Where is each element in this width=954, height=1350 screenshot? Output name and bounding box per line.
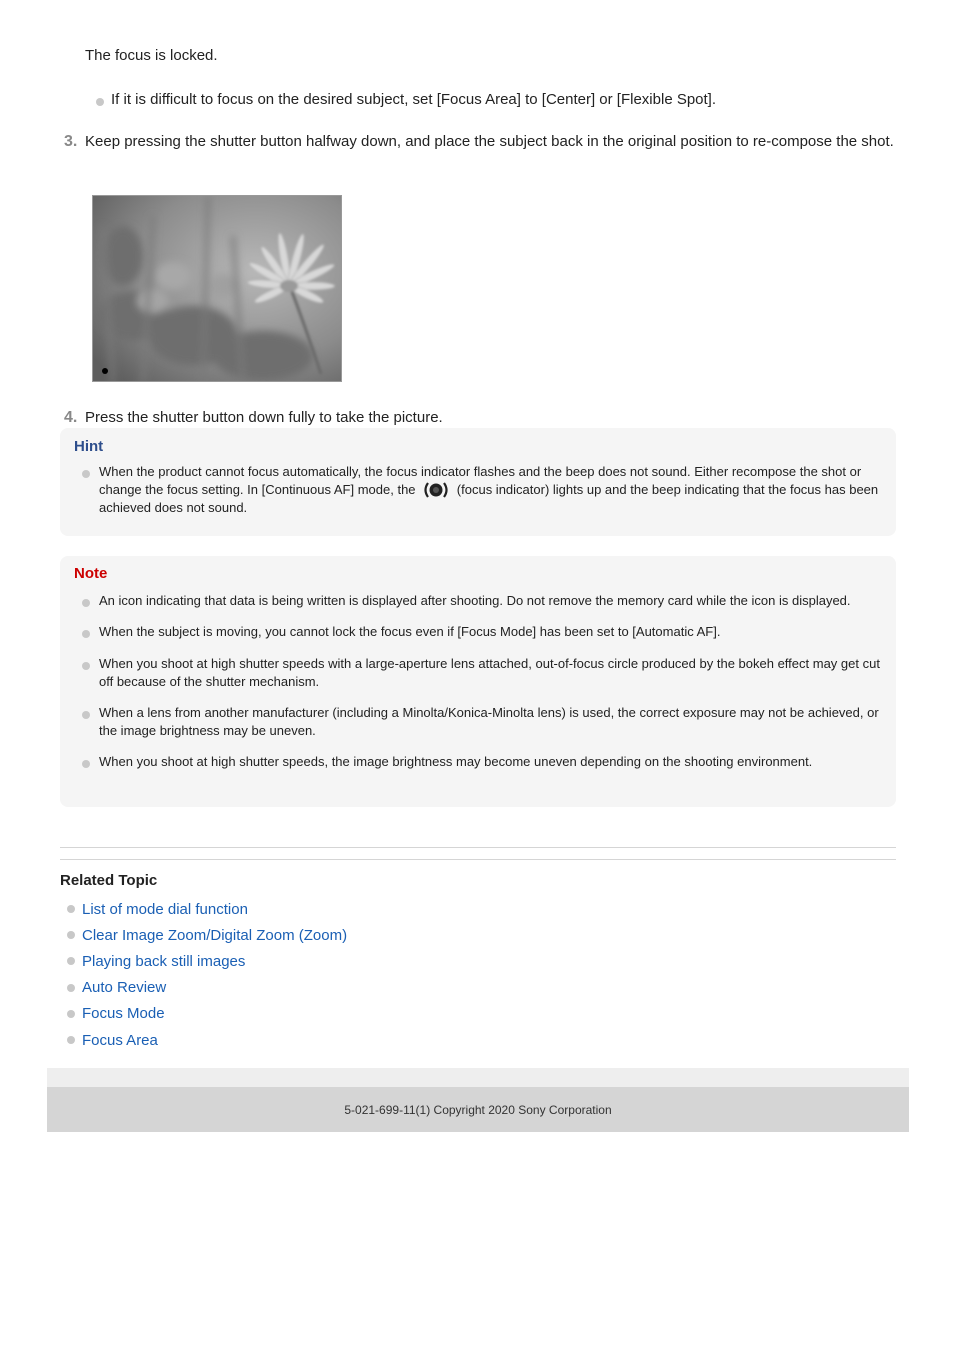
step-text: Keep pressing the shutter button halfway down, and place the subject back in the original position to re-compose the shot. — [85, 133, 894, 150]
bullet-dot-icon — [67, 905, 75, 913]
related-link-focus-area[interactable]: Focus Area — [82, 1031, 158, 1049]
copyright-text: 5-021-699-11(1) Copyright 2020 Sony Corporation — [344, 1102, 612, 1117]
step-text: Press the shutter button down fully to take the picture. — [85, 409, 443, 426]
footer-band — [47, 1068, 909, 1087]
bullet-dot-icon — [82, 711, 90, 719]
bullet-dot-icon — [82, 760, 90, 768]
related-link-item — [67, 896, 347, 922]
bullet-dot-icon — [67, 931, 75, 939]
focus-indicator-icon — [423, 481, 449, 499]
related-link-item — [67, 948, 347, 974]
divider — [60, 859, 896, 860]
related-link-mode-dial[interactable]: List of mode dial function — [82, 900, 248, 918]
step-number: 4. — [64, 409, 78, 426]
related-topic-title: Related Topic — [60, 872, 158, 889]
step-number: 3. — [64, 133, 78, 150]
footer — [47, 1087, 909, 1132]
related-link-playback[interactable]: Playing back still images — [82, 952, 246, 970]
hint-text-after: (focus indicator) lights up and the beep indicating that the focus has been achieved does not sound. — [99, 482, 879, 515]
hint-title: Hint — [74, 438, 104, 455]
hint-item — [74, 463, 882, 517]
bullet-dot-icon — [67, 1010, 75, 1018]
bullet-dot-icon — [82, 599, 90, 607]
divider — [60, 847, 896, 848]
related-link-item — [67, 1027, 347, 1053]
bullet-dot-icon — [67, 957, 75, 965]
bullet-dot-icon — [82, 630, 90, 638]
note-item: An icon indicating that data is being written is displayed after shooting. Do not remove the memory card while the icon is displayed. — [74, 592, 882, 610]
focus-frame-dot-icon — [102, 368, 108, 374]
note-item: When you shoot at high shutter speeds, the image brightness may become uneven depending on the shooting environment. — [74, 753, 882, 771]
related-link-item — [67, 975, 347, 1001]
related-link-auto-review[interactable]: Auto Review — [82, 979, 167, 997]
note-box — [60, 556, 896, 807]
bullet-dot-icon — [67, 984, 75, 992]
hint-text-before: When the product cannot focus automatically, the focus indicator flashes and the beep does not sound. Either recompose the shot or change the focus setting. In [Continuous AF] mode, the — [99, 464, 862, 497]
intro-bullet-text: If it is difficult to focus on the desired subject, set [Focus Area] to [Center] or [Flexible Spot]. — [111, 91, 717, 108]
related-link-item — [67, 922, 347, 948]
related-link-item — [67, 1001, 347, 1027]
bullet-dot-icon — [82, 662, 90, 670]
related-link-zoom[interactable]: Clear Image Zoom/Digital Zoom (Zoom) — [82, 926, 348, 944]
recompose-shot-photo — [92, 195, 342, 382]
note-item: When the subject is moving, you cannot lock the focus even if [Focus Mode] has been set to [Automatic AF]. — [74, 623, 882, 641]
bullet-dot-icon — [96, 98, 104, 106]
note-item: When you shoot at high shutter speeds with a large-aperture lens attached, out-of-focus circle produced by the bokeh effect may get cut off because of the shutter mechanism. — [74, 655, 882, 691]
related-link-focus-mode[interactable]: Focus Mode — [82, 1005, 165, 1023]
intro-bullet — [96, 90, 716, 110]
note-item: When a lens from another manufacturer (including a Minolta/Konica-Minolta lens) is used, the correct exposure may not be achieved, or the image brightness may be uneven. — [74, 704, 882, 740]
bullet-dot-icon — [67, 1036, 75, 1044]
bullet-dot-icon — [82, 470, 90, 478]
step-4 — [64, 407, 895, 428]
step-3 — [64, 131, 895, 152]
note-title: Note — [74, 565, 108, 582]
hint-box — [60, 428, 896, 536]
focus-locked-text: The focus is locked. — [85, 47, 218, 64]
related-topic-list — [67, 896, 347, 1053]
